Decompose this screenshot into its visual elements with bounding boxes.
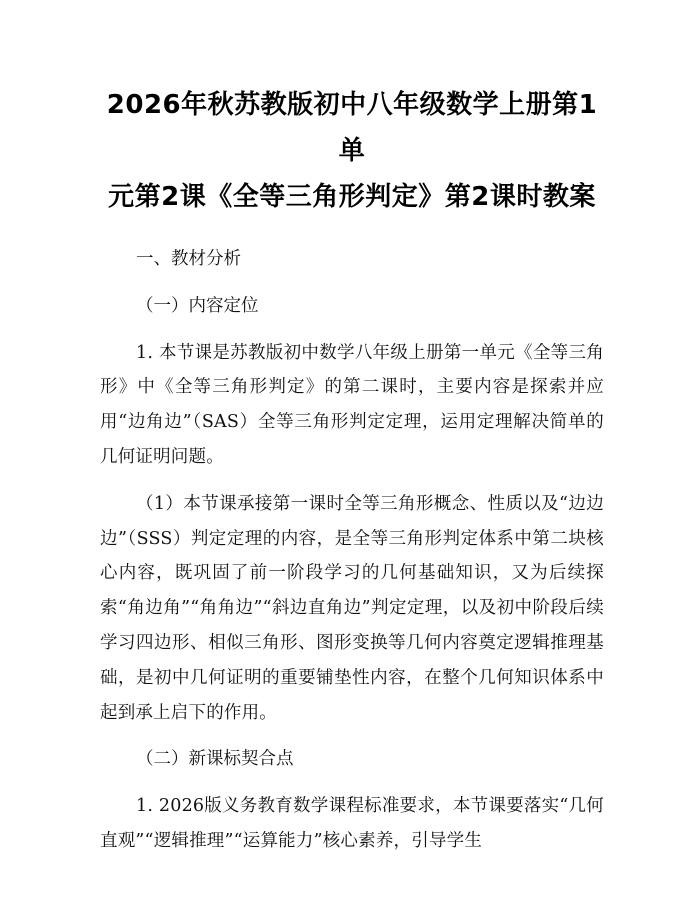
- subsection-heading-curriculum-standards: （二）新课标契合点: [136, 749, 294, 770]
- title-line-1: 2026年秋苏教版初中八年级数学上册第1单: [106, 90, 598, 166]
- document-title: [100, 82, 604, 220]
- document-body: [100, 242, 604, 859]
- section-heading-textbook-analysis: 一、教材分析: [136, 249, 241, 269]
- paragraph-lesson-connection: （1）本节课承接第一课时全等三角形概念、性质以及“边边边”（SSS）判定定理的内容，是全等三角形判定体系中第二块核心内容，既巩固了前一阶段学习的几何基础知识，又为后续探索“角边角”“角角边”“斜边直角边”判定定理，以及初中阶段后续学习四边形、相似三角形、图形变换等几何内容奠定逻辑推理基础，是初中几何证明的重要铺垫性内容，在整个几何知识体系中起到承上启下的作用。: [100, 493, 604, 723]
- subsection-heading-content-positioning: （一）内容定位: [136, 295, 259, 316]
- paragraph-lesson-overview: 1. 本节课是苏教版初中数学八年级上册第一单元《全等三角形》中《全等三角形判定》的第二课时，主要内容是探索并应用“边角边”（SAS）全等三角形判定定理，运用定理解决简单的几何证明问题。: [100, 342, 604, 467]
- title-line-2: 元第2课《全等三角形判定》第2课时教案: [108, 182, 596, 212]
- paragraph-curriculum-requirements: 1. 2026版义务教育数学课程标准要求，本节课要落实“几何直观”“逻辑推理”“运算能力”核心素养，引导学生: [100, 796, 604, 851]
